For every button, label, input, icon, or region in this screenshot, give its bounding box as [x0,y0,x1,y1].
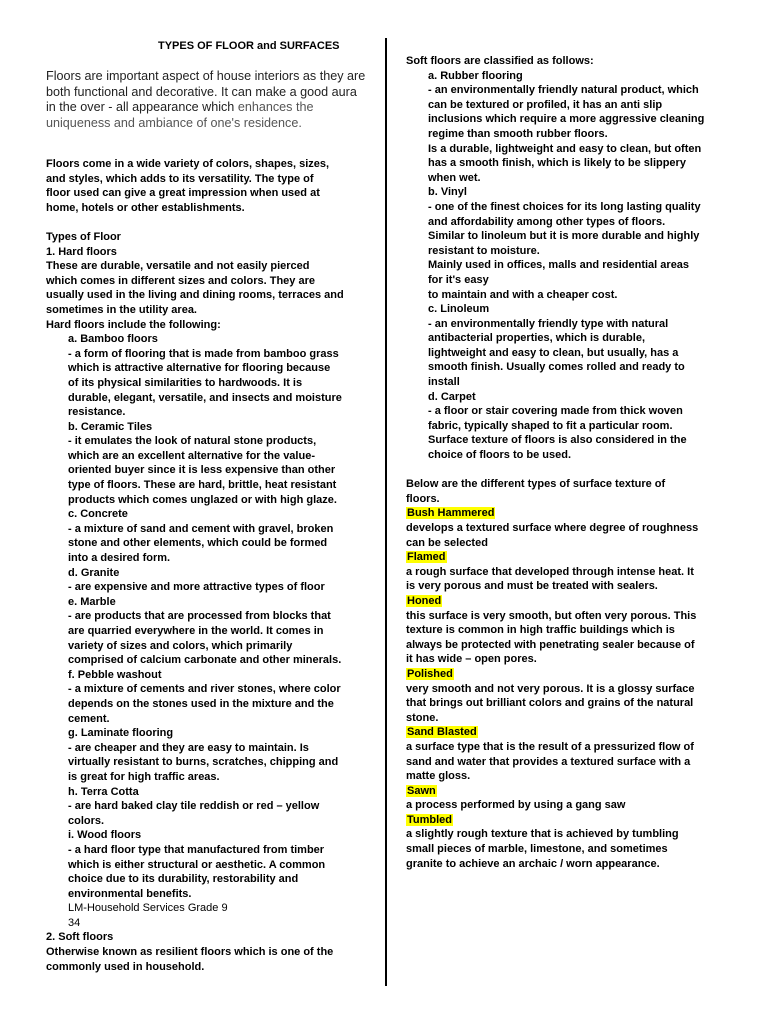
text-line: d. Granite [68,566,120,579]
text-line: smooth finish. Usually comes rolled and ready to [428,361,685,374]
text-line: usually used in the living and dining rooms, terraces and [46,289,344,302]
paragraph-gap [46,215,370,230]
text-line: - an environmentally friendly natural product, which [428,84,699,97]
text-line: floor used can give a great impression when used at [46,187,320,200]
text-line: which are an excellent alternative for the value- [68,449,315,462]
text-line: 1. Hard floors [46,245,117,258]
text-line: stone and other elements, which could be formed [68,537,328,550]
text-line: Is a durable, lightweight and easy to clean, but often [428,142,702,155]
text-line: - one of the finest choices for its long lasting quality [428,200,701,213]
text-line: resistant to moisture. [428,244,540,257]
text-line: - are hard baked clay tile reddish or red – yellow [68,800,320,813]
text-line: type of floors. These are hard, brittle, heat resistant [68,479,337,492]
text-line: for it's easy [428,273,489,286]
text-line: and affordability among other types of floors. [428,215,666,228]
text-line: inclusions which require a more aggressive cleaning [428,113,705,126]
text-line: can be textured or profiled, it has an anti slip [428,98,663,111]
text-line: Otherwise known as resilient floors which is one of the [46,946,334,959]
text-line: to maintain and with a cheaper cost. [428,288,618,301]
highlighted-term: Honed [407,594,442,607]
highlighted-term: Bush Hammered [407,507,495,520]
text-line: virtually resistant to burns, scratches, chipping and [68,756,339,769]
text-line: a. Rubber flooring [428,69,523,82]
text-line: 2. Soft floors [46,931,114,944]
text-line: c. Concrete [68,508,128,521]
text-line: sand and water that provides a textured surface with a [406,755,691,768]
text-line: These are durable, versatile and not easily pierced [46,260,310,273]
text-line: b. Vinyl [428,186,467,199]
text-line: fabric, typically shaped to fit a particular room. [428,419,673,432]
text-line: home, hotels or other establishments. [46,201,245,214]
paragraph-gap [406,463,724,478]
texture-heading [406,784,724,799]
texture-heading [406,594,724,609]
text-line: develops a textured surface where degree of roughness [406,522,699,534]
texture-heading [406,506,724,521]
text-line: small pieces of marble, limestone, and sometimes [406,843,668,856]
text-line: can be selected [406,536,488,549]
text-line: durable, elegant, versatile, and insects and moisture [68,391,342,404]
texture-heading [406,725,724,740]
text-line: d. Carpet [428,390,476,403]
text-line: variety of sizes and colors, which primarily [68,639,293,652]
text-line: and styles, which adds to its versatility. The type of [46,172,314,185]
text-line: into a desired form. [68,552,171,565]
left-text-flow [46,157,370,974]
text-line: which is either structural or aesthetic. A common [68,858,326,871]
text-line: Below are the different types of surface texture of [406,478,666,491]
text-line: Hard floors include the following: [46,318,221,331]
text-line: h. Terra Cotta [68,785,139,798]
text-line: when wet. [428,171,481,184]
text-line: of its physical similarities to hardwoods. It is [68,376,303,389]
text-line: - a mixture of cements and river stones, where color [68,683,341,696]
text-line: colors. [68,814,105,827]
text-line: oriented buyer since it is less expensive than other [68,464,336,477]
text-line: are quarried everywhere in the world. It comes in [68,625,324,637]
text-line: granite to achieve an archaic / worn appearance. [406,857,660,870]
text-line: texture is common in high traffic buildings which is [406,624,675,637]
text-line: regime than smooth rubber floors. [428,127,608,140]
text-line: b. Ceramic Tiles [68,420,153,433]
text-line: products which comes unglazed or with high glaze. [68,493,337,506]
intro-text-grey: enhances the uniqueness and ambiance of one's residence. [46,100,314,130]
text-line: depends on the stones used in the mixture and the [68,697,334,710]
text-line: very smooth and not very porous. It is a glossy surface [406,682,695,695]
intro-text: Floors are important aspect of house interiors as they are both functional and decorative. It can make a good aura in the over - all appearance which [46,69,366,115]
text-line: a process performed by using a gang saw [406,799,626,812]
text-line: Floors come in a wide variety of colors, shapes, sizes, [46,158,330,170]
text-line: Soft floors are classified as follows: [406,55,594,67]
text-line: is very porous and must be treated with sealers. [406,580,658,593]
text-line: LM-Household Services Grade 9 [68,902,228,915]
text-line: choice due to its durability, restorability and [68,873,299,886]
text-line: f. Pebble washout [68,668,162,681]
page-title: TYPES OF FLOOR and SURFACES [158,40,340,52]
texture-heading [406,813,724,828]
text-line: stone. [406,711,439,724]
text-line: - are expensive and more attractive types of floor [68,581,325,594]
column-divider [385,38,387,986]
text-line: Surface texture of floors is also considered in the [428,434,687,447]
highlighted-term: Polished [407,667,453,680]
highlighted-term: Tumbled [407,813,453,826]
text-line: - a mixture of sand and cement with gravel, broken [68,522,334,535]
text-line: - a hard floor type that manufactured from timber [68,843,325,856]
highlighted-term: Sawn [407,784,436,797]
text-line: i. Wood floors [68,829,142,842]
text-line: comprised of calcium carbonate and other minerals. [68,654,342,667]
texture-heading [406,667,724,682]
text-line: Types of Floor [46,230,121,243]
highlighted-term: Flamed [407,551,446,564]
text-line: c. Linoleum [428,303,490,316]
texture-heading [406,550,724,565]
text-line: always be protected with penetrating sealer because of [406,638,695,651]
text-line: - it emulates the look of natural stone products, [68,435,317,448]
text-line: e. Marble [68,595,116,608]
text-line: - are cheaper and they are easy to maintain. Is [68,741,309,754]
highlighted-term: Sand Blasted [407,726,477,739]
text-line: Mainly used in offices, malls and residential areas [428,259,690,272]
text-line: Similar to linoleum but it is more durable and highly [428,230,700,243]
text-line: - a floor or stair covering made from thick woven [428,405,683,418]
right-text-flow [406,54,724,871]
text-line: g. Laminate flooring [68,727,174,740]
text-line: commonly used in household. [46,960,205,973]
text-line: a surface type that is the result of a pressurized flow of [406,740,694,753]
text-line: choice of floors to be used. [428,449,572,462]
text-line: matte gloss. [406,770,471,783]
text-line: floors. [406,492,440,505]
text-line: lightweight and easy to clean, but usually, has a [428,346,679,359]
text-line: which comes in different sizes and colors. They are [46,274,315,287]
text-line: 34 [68,916,81,929]
text-line: install [428,376,460,389]
text-line: a rough surface that developed through intense heat. It [406,565,694,578]
text-line: resistance. [68,406,126,419]
text-line: - a form of flooring that is made from bamboo grass [68,347,339,360]
text-line: it has wide – open pores. [406,653,537,666]
text-line: antibacterial properties, which is durable, [428,332,646,345]
text-line: - an environmentally friendly type with natural [428,317,669,330]
text-line: that brings out brilliant colors and grains of the natural [406,697,694,710]
intro-paragraph [46,69,368,131]
text-line: - are products that are processed from blocks that [68,610,331,623]
text-line: which is attractive alternative for flooring because [68,362,331,375]
text-line: a slightly rough texture that is achieved by tumbling [406,828,679,841]
text-line: cement. [68,712,110,725]
text-line: sometimes in the utility area. [46,303,197,316]
text-line: has a smooth finish, which is likely to be slippery [428,157,686,170]
text-line: environmental benefits. [68,887,192,900]
text-line: is great for high traffic areas. [68,770,220,783]
text-line: a. Bamboo floors [68,333,158,346]
text-line: this surface is very smooth, but often very porous. This [406,609,697,622]
